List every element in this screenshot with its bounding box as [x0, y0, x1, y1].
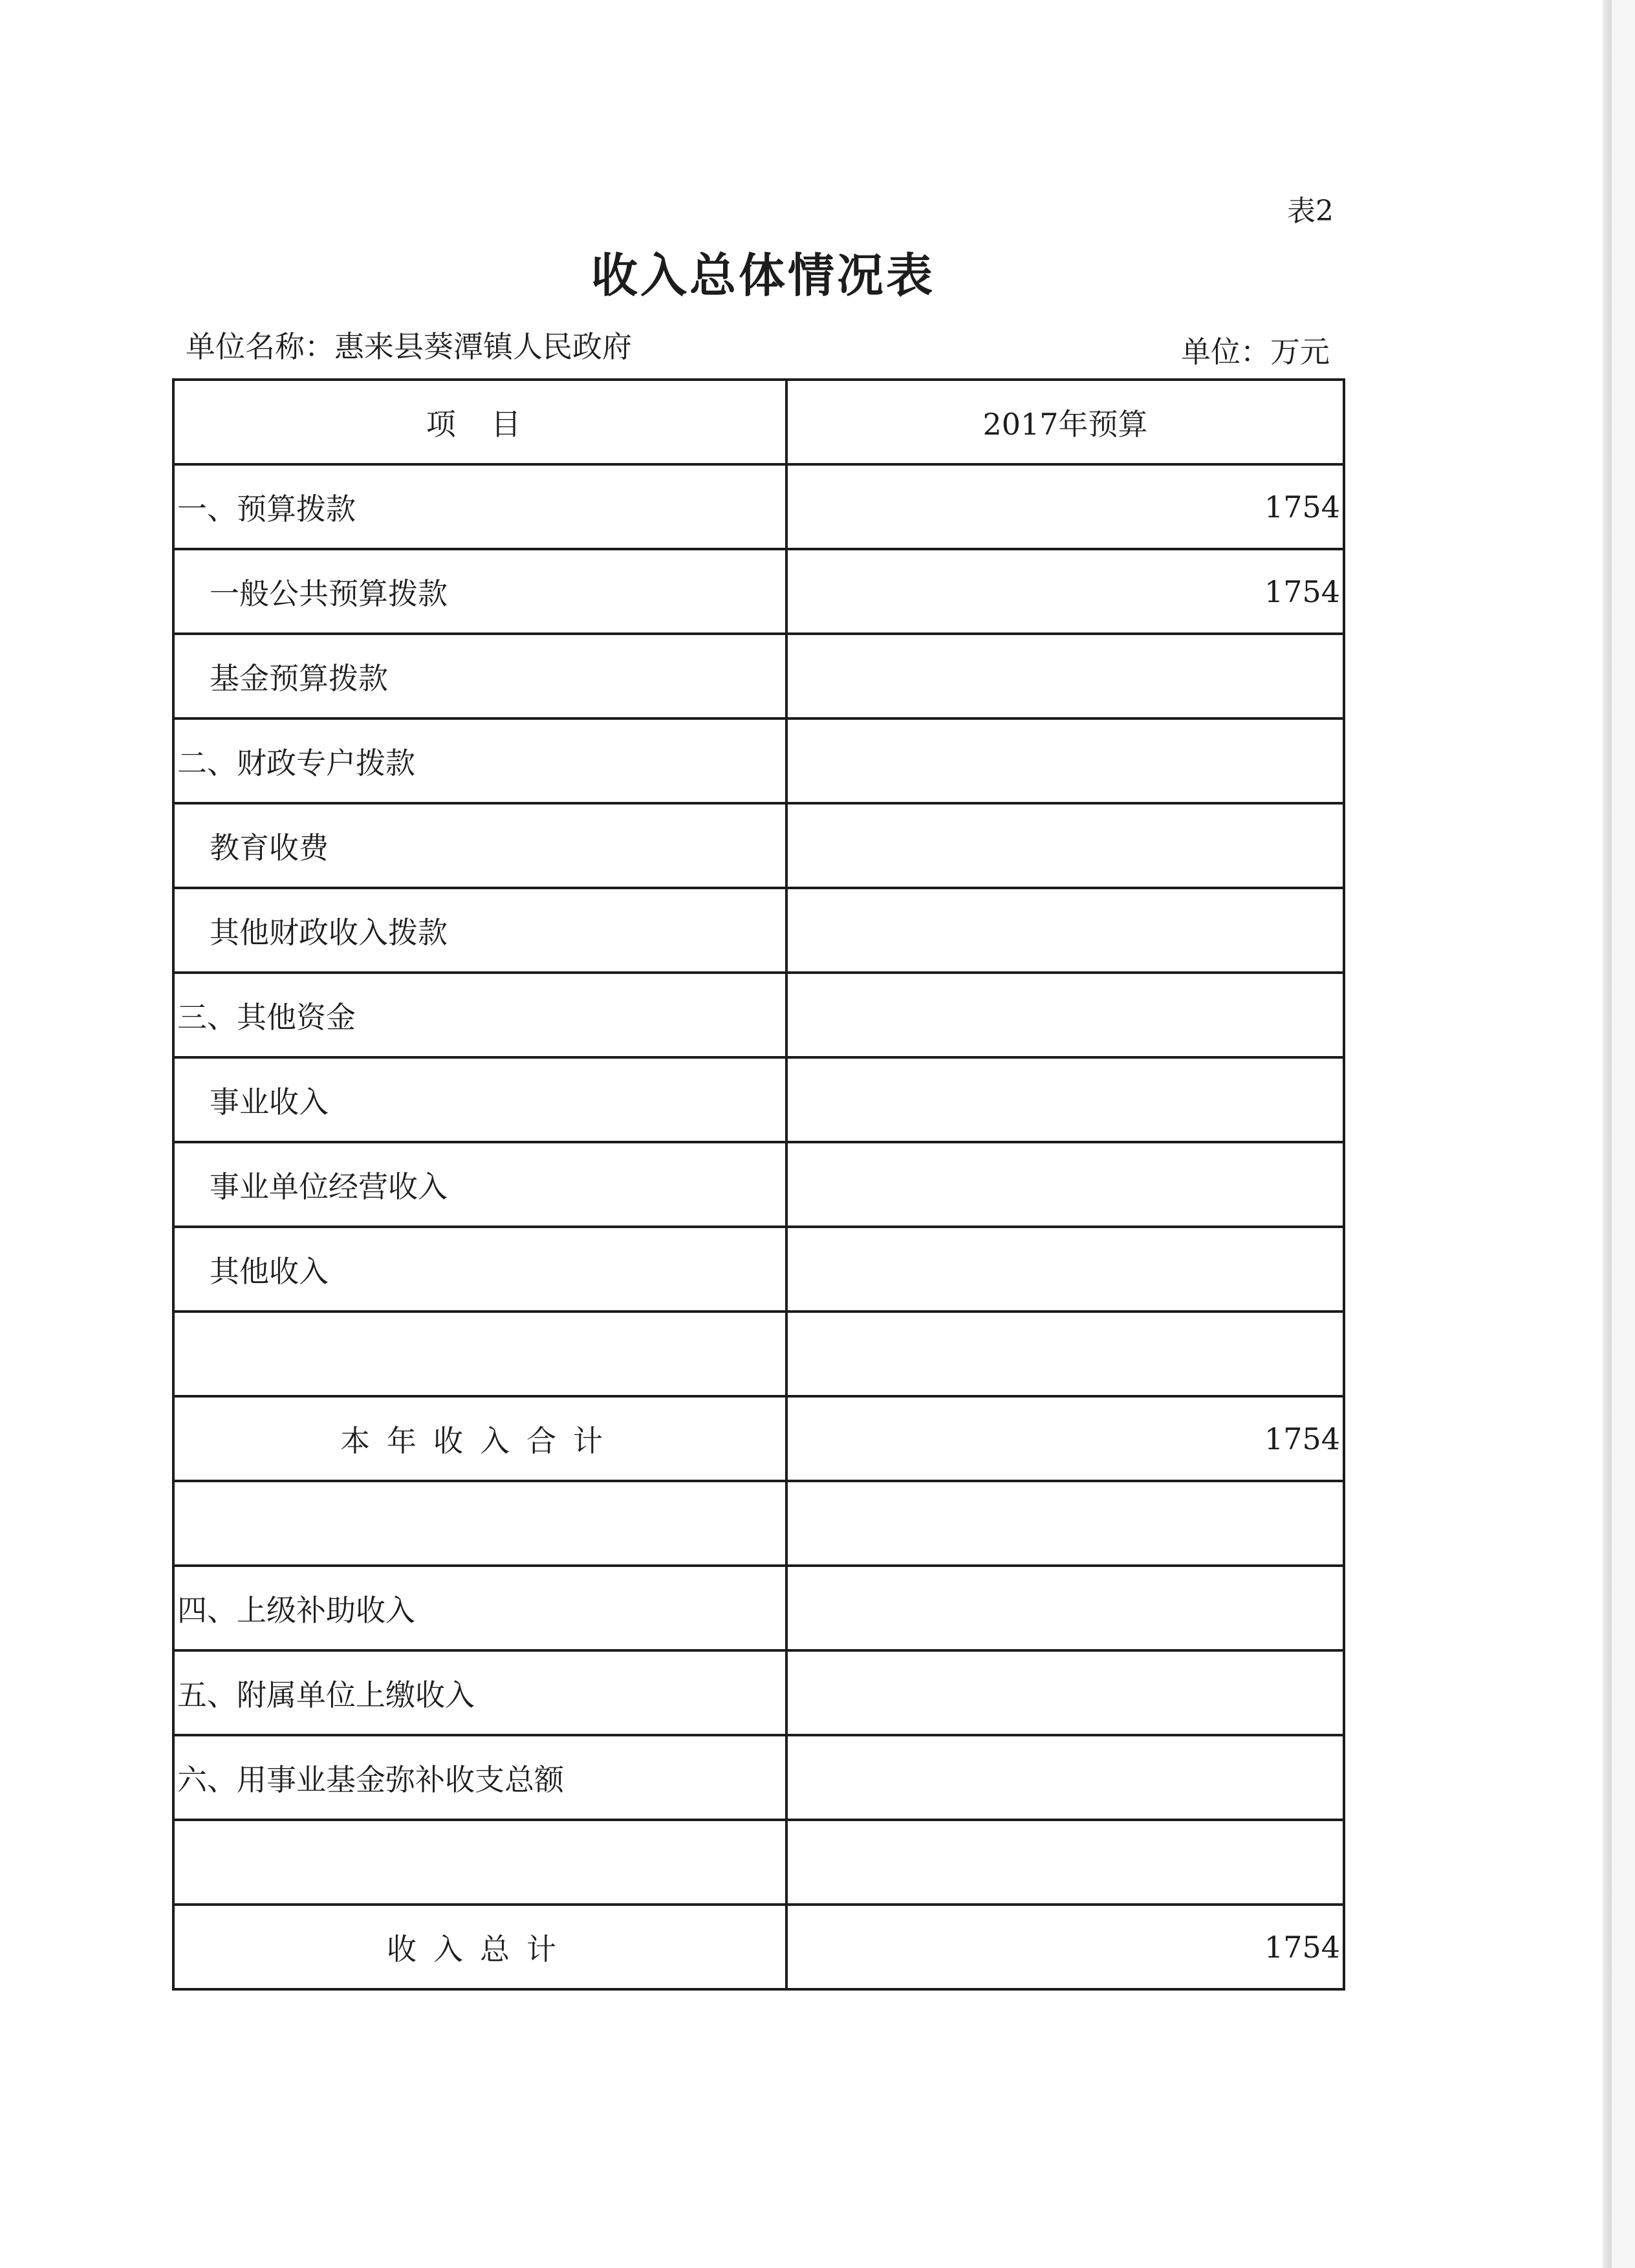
currency-unit: 单位：万元: [1181, 334, 1330, 369]
row-value: 1754: [786, 464, 1344, 549]
subtotal-label: 本年收入合计: [173, 1396, 786, 1481]
row-value: [786, 1820, 1344, 1905]
table-row: [173, 1566, 1344, 1650]
row-label: 其他收入: [173, 1227, 786, 1312]
table-row: [173, 1650, 1344, 1735]
row-value: [786, 1227, 1344, 1312]
grand-total-value: 1754: [786, 1905, 1344, 1989]
table-number: 表2: [1287, 195, 1334, 228]
unit-name: 单位名称：惠来县葵潭镇人民政府: [186, 329, 632, 364]
row-label: 事业收入: [173, 1057, 786, 1142]
row-value: [786, 634, 1344, 718]
table-row-blank: [173, 1481, 1344, 1566]
row-label: 三、其他资金: [173, 973, 786, 1057]
table-row: [173, 973, 1344, 1057]
row-label: 五、附属单位上缴收入: [173, 1650, 786, 1735]
row-label: 二、财政专户拨款: [173, 718, 786, 803]
table-row: [173, 718, 1344, 803]
row-label: 一般公共预算拨款: [173, 549, 786, 634]
table-row: [173, 464, 1344, 549]
income-table: [172, 378, 1345, 1991]
table-row-grand-total: [173, 1905, 1344, 1989]
row-value: 1754: [786, 549, 1344, 634]
row-label: 事业单位经营收入: [173, 1142, 786, 1227]
row-value: [786, 888, 1344, 973]
row-value: [786, 1735, 1344, 1820]
table-row-blank: [173, 1312, 1344, 1396]
table-row: [173, 1057, 1344, 1142]
table-row-blank: [173, 1820, 1344, 1905]
page-edge-shadow: [1603, 0, 1612, 2268]
table-row: [173, 803, 1344, 888]
row-label: [173, 1481, 786, 1566]
document-title: 收入总体情况表: [590, 248, 935, 303]
row-value: [786, 1481, 1344, 1566]
row-value: [786, 1566, 1344, 1650]
grand-total-label: 收入总计: [173, 1905, 786, 1989]
table-row: [173, 888, 1344, 973]
column-header-budget: 2017年预算: [786, 380, 1344, 464]
table-row: [173, 1735, 1344, 1820]
row-value: [786, 1312, 1344, 1396]
table-row: [173, 549, 1344, 634]
row-value: [786, 973, 1344, 1057]
subtotal-value: 1754: [786, 1396, 1344, 1481]
row-value: [786, 803, 1344, 888]
table-row: [173, 634, 1344, 718]
table-row-subtotal: [173, 1396, 1344, 1481]
row-label: 基金预算拨款: [173, 634, 786, 718]
table-row: [173, 1227, 1344, 1312]
row-value: [786, 1057, 1344, 1142]
row-label: 六、用事业基金弥补收支总额: [173, 1735, 786, 1820]
row-label: 其他财政收入拨款: [173, 888, 786, 973]
row-label: 四、上级补助收入: [173, 1566, 786, 1650]
column-header-item: 项 目: [173, 380, 786, 464]
row-value: [786, 1142, 1344, 1227]
row-label: 教育收费: [173, 803, 786, 888]
row-label: [173, 1820, 786, 1905]
table-row: [173, 1142, 1344, 1227]
row-label: [173, 1312, 786, 1396]
row-value: [786, 718, 1344, 803]
table-header-row: [173, 380, 1344, 464]
row-label: 一、预算拨款: [173, 464, 786, 549]
row-value: [786, 1650, 1344, 1735]
